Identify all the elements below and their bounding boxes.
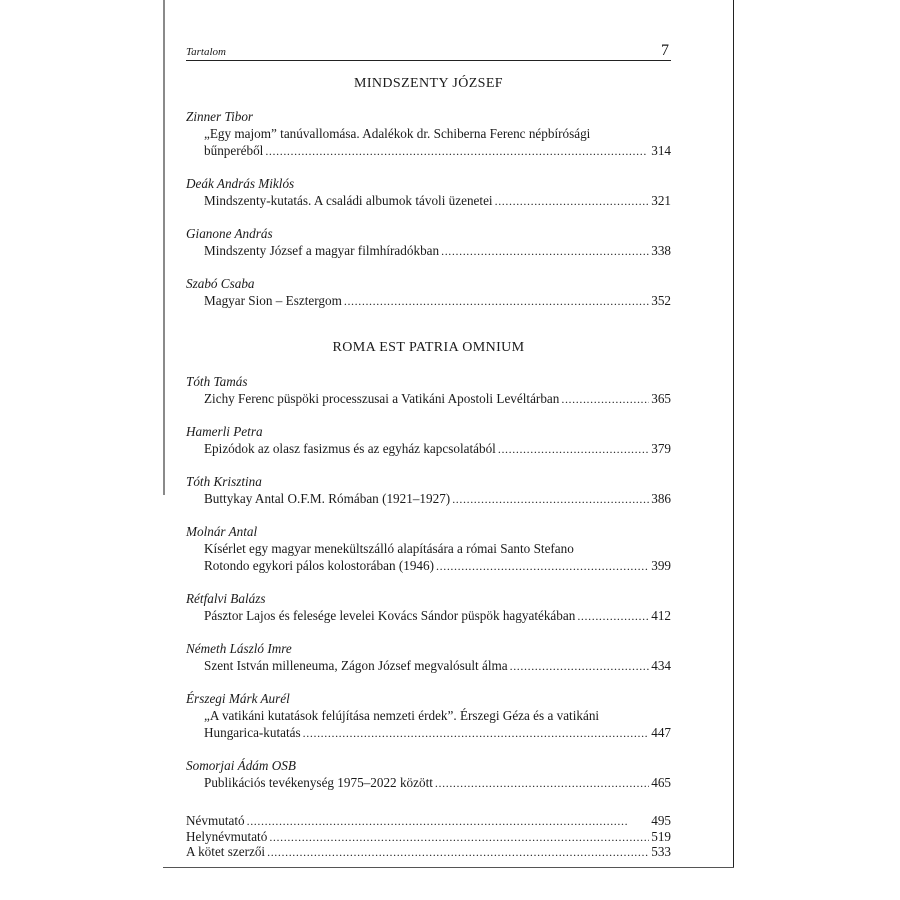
toc-entry [186, 176, 671, 209]
entry-title-text: Epizódok az olasz fasizmus és az egyház kapcsolatából [204, 441, 496, 456]
entry-title-text: Magyar Sion – Esztergom [204, 293, 342, 308]
dot-leader [344, 293, 649, 310]
back-matter-page: 519 [651, 828, 671, 844]
back-matter-page: 495 [651, 813, 671, 828]
entry-page: 321 [651, 193, 671, 208]
toc-page [186, 38, 671, 860]
back-matter [186, 813, 671, 860]
entry-author: Szabó Csaba [186, 276, 255, 291]
toc-entry [186, 758, 671, 791]
toc-entry [186, 424, 671, 457]
entry-author: Zinner Tibor [186, 109, 254, 124]
dot-leader [577, 608, 649, 625]
scan-edge-left [163, 0, 165, 495]
entry-page: 434 [651, 658, 671, 673]
entry-page: 412 [651, 608, 671, 623]
toc-entry [186, 641, 671, 674]
toc-entry [186, 374, 671, 407]
entry-title-last-line [186, 142, 671, 159]
entry-title-last-line [186, 607, 671, 624]
dot-leader [498, 441, 649, 458]
entry-author: Tóth Krisztina [186, 474, 262, 489]
entry-page: 447 [651, 725, 671, 740]
dot-leader [435, 775, 649, 792]
dot-leader [452, 491, 649, 508]
toc-entry [186, 109, 671, 159]
entry-title-line: „Egy majom” tanúvallomása. Adalékok dr. Schiberna Ferenc népbírósági [204, 126, 591, 141]
entry-page: 465 [651, 775, 671, 790]
entry-author: Németh László Imre [186, 641, 292, 656]
toc-entry [186, 591, 671, 624]
entry-page: 338 [651, 243, 671, 258]
dot-leader [436, 558, 649, 575]
entry-title-last-line [186, 390, 671, 407]
page-number: 7 [661, 42, 669, 59]
entry-page: 386 [651, 491, 671, 506]
entry-title-text: Hungarica-kutatás [204, 725, 301, 740]
entry-title-line: „A vatikáni kutatások felújítása nemzeti érdek”. Érszegi Géza és a vatikáni [204, 708, 600, 723]
entry-title-last-line [186, 292, 671, 309]
toc-entry [186, 691, 671, 741]
entry-title-text: Rotondo egykori pálos kolostorában (1946) [204, 558, 435, 573]
dot-leader [247, 814, 650, 830]
running-head [186, 38, 671, 61]
entry-title-last-line [186, 724, 671, 741]
back-matter-label: Helynévmutató [186, 828, 268, 844]
back-matter-label: A kötet szerzői [186, 844, 266, 859]
section-title: ROMA EST PATRIA OMNIUM [332, 340, 525, 355]
entry-page: 352 [651, 293, 671, 308]
back-matter-item [186, 829, 671, 845]
entry-author: Deák András Miklós [186, 176, 295, 191]
entry-author: Somorjai Ádám OSB [186, 758, 296, 773]
running-head-title: Tartalom [186, 46, 226, 58]
dot-leader [267, 845, 649, 861]
entry-author: Gianone András [186, 226, 273, 241]
toc-entry [186, 276, 671, 309]
entry-title-last-line [186, 440, 671, 457]
toc-entry [186, 474, 671, 507]
dot-leader [561, 391, 649, 408]
entry-page: 365 [651, 391, 671, 406]
back-matter-page: 533 [651, 844, 671, 859]
scan-edge-right [733, 0, 734, 868]
dot-leader [303, 725, 650, 742]
entry-title-last-line [186, 774, 671, 791]
toc-entry [186, 524, 671, 574]
entry-page: 399 [651, 558, 671, 573]
dot-leader [441, 243, 649, 260]
dot-leader [269, 830, 649, 846]
back-matter-label: Névmutató [186, 813, 245, 828]
entry-title-last-line [186, 242, 671, 259]
entry-title-text: Publikációs tevékenység 1975–2022 között [204, 775, 433, 790]
entry-author: Érszegi Márk Aurél [186, 691, 290, 706]
entry-title-text: Szent István milleneuma, Zágon József megvalósult álma [204, 658, 508, 673]
entry-title-last-line [186, 192, 671, 209]
toc-entry [186, 226, 671, 259]
entry-page: 314 [651, 143, 671, 158]
entry-author: Rétfalvi Balázs [186, 591, 266, 606]
entry-title-text: Mindszenty-kutatás. A családi albumok távoli üzenetei [204, 193, 493, 208]
entry-title-text: Zichy Ferenc püspöki processzusai a Vatikáni Apostoli Levéltárban [204, 391, 560, 406]
entry-page: 379 [651, 441, 671, 456]
entry-author: Tóth Tamás [186, 374, 248, 389]
entry-title-text: Mindszenty József a magyar filmhíradókban [204, 243, 440, 258]
entry-author: Molnár Antal [186, 524, 258, 539]
back-matter-item [186, 844, 671, 860]
entry-title-text: bűnperéből [204, 143, 264, 158]
section-title: MINDSZENTY JÓZSEF [353, 76, 503, 91]
entry-title-last-line [186, 657, 671, 674]
entry-title-last-line [186, 490, 671, 507]
entry-title-text: Pásztor Lajos és felesége levelei Kovács Sándor püspök hagyatékában [204, 608, 576, 623]
entry-title-text: Buttykay Antal O.F.M. Rómában (1921–1927) [204, 491, 451, 506]
entry-title-last-line [186, 557, 671, 574]
scan-edge-bottom [163, 867, 734, 868]
dot-leader [495, 193, 650, 210]
entry-author: Hamerli Petra [186, 424, 263, 439]
dot-leader [510, 658, 650, 675]
dot-leader [265, 143, 649, 160]
entry-title-line: Kísérlet egy magyar menekültszálló alapítására a római Santo Stefano [204, 541, 574, 556]
back-matter-item [186, 813, 671, 829]
